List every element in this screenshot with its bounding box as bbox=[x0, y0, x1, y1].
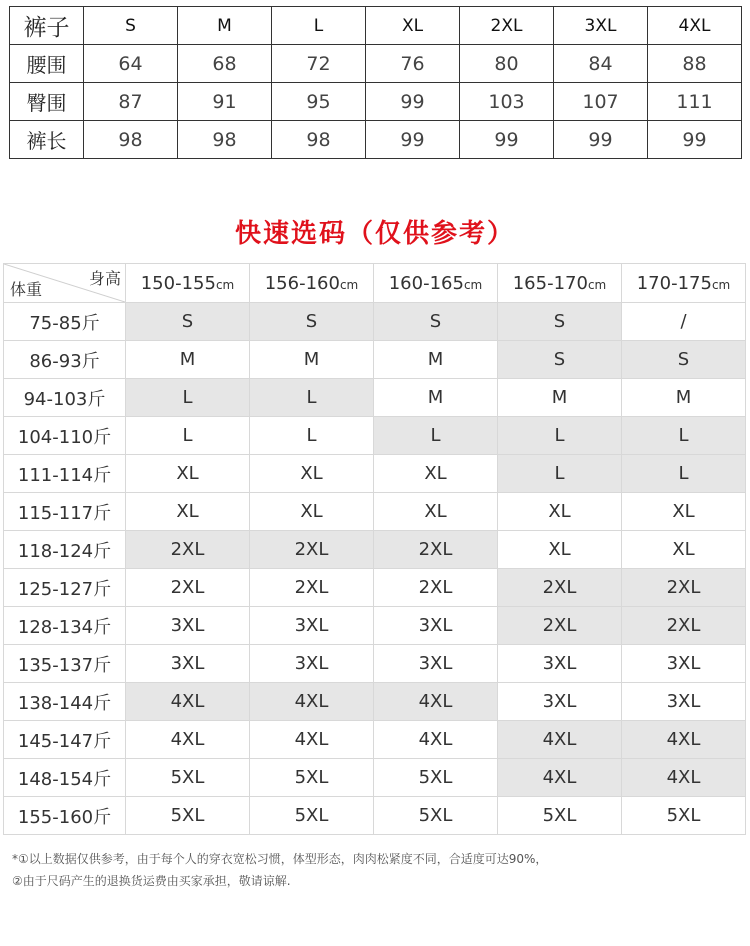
weight-range: 148-154斤 bbox=[4, 759, 126, 797]
recommended-size: M bbox=[250, 341, 374, 379]
size-header: 3XL bbox=[554, 7, 648, 45]
quick-size-row bbox=[4, 341, 746, 379]
quick-size-title: 快速选码（仅供参考） bbox=[234, 219, 515, 249]
recommended-size: 3XL bbox=[126, 607, 250, 645]
measure-value: 99 bbox=[648, 121, 742, 159]
recommended-size: XL bbox=[498, 531, 622, 569]
measure-label: 裤长 bbox=[10, 121, 84, 159]
size-chart-corner: 裤子 bbox=[10, 7, 84, 45]
recommended-size: 3XL bbox=[374, 645, 498, 683]
weight-corner-label: 体重 bbox=[10, 280, 43, 299]
measure-value: 99 bbox=[366, 121, 460, 159]
measure-label: 腰围 bbox=[10, 45, 84, 83]
recommended-size: 4XL bbox=[374, 683, 498, 721]
recommended-size: 4XL bbox=[374, 721, 498, 759]
measure-value: 98 bbox=[272, 121, 366, 159]
measure-label: 臀围 bbox=[10, 83, 84, 121]
quick-size-row bbox=[4, 721, 746, 759]
recommended-size: L bbox=[622, 455, 746, 493]
quick-size-row bbox=[4, 493, 746, 531]
quick-size-row bbox=[4, 417, 746, 455]
recommended-size: M bbox=[498, 379, 622, 417]
recommended-size: 3XL bbox=[622, 645, 746, 683]
weight-range: 138-144斤 bbox=[4, 683, 126, 721]
height-corner-label: 身高 bbox=[88, 269, 121, 288]
measure-value: 98 bbox=[178, 121, 272, 159]
recommended-size: 4XL bbox=[498, 759, 622, 797]
recommended-size: 5XL bbox=[498, 797, 622, 835]
recommended-size: L bbox=[498, 455, 622, 493]
measure-value: 95 bbox=[272, 83, 366, 121]
height-header bbox=[498, 264, 622, 303]
recommended-size: 4XL bbox=[498, 721, 622, 759]
measure-value: 99 bbox=[554, 121, 648, 159]
size-header: L bbox=[272, 7, 366, 45]
recommended-size: 3XL bbox=[622, 683, 746, 721]
weight-range: 115-117斤 bbox=[4, 493, 126, 531]
recommended-size: L bbox=[374, 417, 498, 455]
recommended-size: L bbox=[126, 417, 250, 455]
measure-value: 99 bbox=[460, 121, 554, 159]
height-header bbox=[622, 264, 746, 303]
weight-range: 75-85斤 bbox=[4, 303, 126, 341]
weight-range: 86-93斤 bbox=[4, 341, 126, 379]
recommended-size: 2XL bbox=[126, 531, 250, 569]
recommended-size: XL bbox=[374, 455, 498, 493]
measure-value: 64 bbox=[84, 45, 178, 83]
quick-size-row bbox=[4, 683, 746, 721]
recommended-size: 5XL bbox=[374, 759, 498, 797]
weight-range: 155-160斤 bbox=[4, 797, 126, 835]
measure-value: 87 bbox=[84, 83, 178, 121]
weight-range: 128-134斤 bbox=[4, 607, 126, 645]
height-header bbox=[126, 264, 250, 303]
measure-value: 99 bbox=[366, 83, 460, 121]
measure-value: 68 bbox=[178, 45, 272, 83]
recommended-size: 2XL bbox=[250, 569, 374, 607]
quick-size-row bbox=[4, 607, 746, 645]
measure-value: 80 bbox=[460, 45, 554, 83]
height-range: 165-170 bbox=[512, 272, 588, 294]
recommended-size: 4XL bbox=[250, 683, 374, 721]
size-header: XL bbox=[366, 7, 460, 45]
height-range: 160-165 bbox=[388, 272, 464, 294]
recommended-size: 4XL bbox=[622, 721, 746, 759]
quick-size-header-row bbox=[4, 264, 746, 303]
size-chart-row-hip bbox=[10, 83, 742, 121]
note-line: *①以上数据仅供参考，由于每个人的穿衣宽松习惯，体型形态，肉肉松紧度不同，合适度可达90%， bbox=[12, 852, 548, 866]
size-notes bbox=[12, 848, 742, 892]
recommended-size: 5XL bbox=[250, 759, 374, 797]
height-range: 170-175 bbox=[636, 272, 712, 294]
recommended-size: 2XL bbox=[498, 607, 622, 645]
size-chart-header-row bbox=[10, 7, 742, 45]
size-chart-table bbox=[9, 6, 742, 159]
recommended-size: L bbox=[498, 417, 622, 455]
recommended-size: 4XL bbox=[622, 759, 746, 797]
recommended-size: 2XL bbox=[622, 569, 746, 607]
recommended-size: 2XL bbox=[622, 607, 746, 645]
size-header: S bbox=[84, 7, 178, 45]
recommended-size: XL bbox=[374, 493, 498, 531]
measure-value: 103 bbox=[460, 83, 554, 121]
recommended-size: XL bbox=[622, 493, 746, 531]
recommended-size: 3XL bbox=[498, 683, 622, 721]
recommended-size: 5XL bbox=[250, 797, 374, 835]
height-unit: cm bbox=[215, 277, 235, 292]
recommended-size: 2XL bbox=[374, 531, 498, 569]
recommended-size: 4XL bbox=[126, 683, 250, 721]
measure-value: 91 bbox=[178, 83, 272, 121]
height-header bbox=[250, 264, 374, 303]
recommended-size: 3XL bbox=[374, 607, 498, 645]
recommended-size: S bbox=[126, 303, 250, 341]
recommended-size: 5XL bbox=[126, 797, 250, 835]
measure-value: 98 bbox=[84, 121, 178, 159]
recommended-size: XL bbox=[622, 531, 746, 569]
quick-size-row bbox=[4, 379, 746, 417]
measure-value: 72 bbox=[272, 45, 366, 83]
height-range: 150-155 bbox=[140, 272, 216, 294]
measure-value: 76 bbox=[366, 45, 460, 83]
recommended-size: XL bbox=[250, 455, 374, 493]
recommended-size: M bbox=[374, 341, 498, 379]
note-line: ②由于尺码产生的退换货运费由买家承担，敬请谅解. bbox=[12, 874, 291, 888]
recommended-size: XL bbox=[126, 455, 250, 493]
recommended-size: 2XL bbox=[250, 531, 374, 569]
height-header bbox=[374, 264, 498, 303]
measure-value: 107 bbox=[554, 83, 648, 121]
quick-size-row bbox=[4, 455, 746, 493]
recommended-size: / bbox=[622, 303, 746, 341]
recommended-size: 4XL bbox=[250, 721, 374, 759]
size-header: 4XL bbox=[648, 7, 742, 45]
recommended-size: L bbox=[250, 417, 374, 455]
recommended-size: L bbox=[622, 417, 746, 455]
recommended-size: 3XL bbox=[126, 645, 250, 683]
height-range: 156-160 bbox=[264, 272, 340, 294]
quick-size-row bbox=[4, 303, 746, 341]
size-chart-row-waist bbox=[10, 45, 742, 83]
recommended-size: 5XL bbox=[374, 797, 498, 835]
recommended-size: 5XL bbox=[126, 759, 250, 797]
recommended-size: L bbox=[250, 379, 374, 417]
height-unit: cm bbox=[463, 277, 483, 292]
measure-value: 84 bbox=[554, 45, 648, 83]
measure-value: 88 bbox=[648, 45, 742, 83]
recommended-size: M bbox=[374, 379, 498, 417]
recommended-size: 4XL bbox=[126, 721, 250, 759]
quick-size-row bbox=[4, 645, 746, 683]
recommended-size: 5XL bbox=[622, 797, 746, 835]
measure-value: 111 bbox=[648, 83, 742, 121]
quick-size-table bbox=[3, 263, 746, 835]
recommended-size: 2XL bbox=[126, 569, 250, 607]
diagonal-corner-cell bbox=[4, 264, 126, 303]
recommended-size: XL bbox=[126, 493, 250, 531]
quick-size-row bbox=[4, 531, 746, 569]
quick-size-row bbox=[4, 797, 746, 835]
size-chart-row-length bbox=[10, 121, 742, 159]
weight-range: 135-137斤 bbox=[4, 645, 126, 683]
height-unit: cm bbox=[711, 277, 731, 292]
size-header: M bbox=[178, 7, 272, 45]
recommended-size: 3XL bbox=[498, 645, 622, 683]
recommended-size: S bbox=[498, 303, 622, 341]
recommended-size: S bbox=[250, 303, 374, 341]
quick-size-row bbox=[4, 569, 746, 607]
size-header: 2XL bbox=[460, 7, 554, 45]
height-unit: cm bbox=[339, 277, 359, 292]
recommended-size: S bbox=[374, 303, 498, 341]
recommended-size: M bbox=[622, 379, 746, 417]
recommended-size: 2XL bbox=[374, 569, 498, 607]
recommended-size: XL bbox=[498, 493, 622, 531]
weight-range: 145-147斤 bbox=[4, 721, 126, 759]
recommended-size: 3XL bbox=[250, 607, 374, 645]
weight-range: 104-110斤 bbox=[4, 417, 126, 455]
weight-range: 94-103斤 bbox=[4, 379, 126, 417]
weight-range: 111-114斤 bbox=[4, 455, 126, 493]
recommended-size: S bbox=[622, 341, 746, 379]
recommended-size: S bbox=[498, 341, 622, 379]
quick-size-row bbox=[4, 759, 746, 797]
recommended-size: M bbox=[126, 341, 250, 379]
weight-range: 118-124斤 bbox=[4, 531, 126, 569]
recommended-size: 3XL bbox=[250, 645, 374, 683]
recommended-size: 2XL bbox=[498, 569, 622, 607]
weight-range: 125-127斤 bbox=[4, 569, 126, 607]
recommended-size: L bbox=[126, 379, 250, 417]
recommended-size: XL bbox=[250, 493, 374, 531]
height-unit: cm bbox=[587, 277, 607, 292]
